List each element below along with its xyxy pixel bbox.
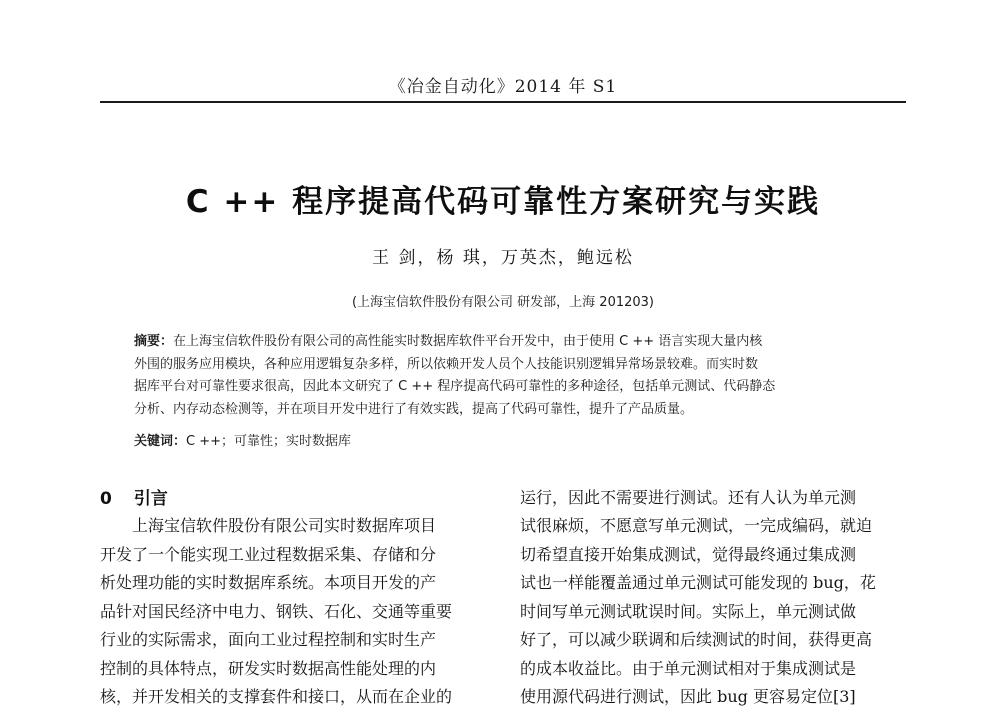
body-line: 试也一样能覆盖通过单元测试可能发现的 bug，花 [520,573,876,592]
section-number: 0 [100,489,112,509]
header-rule [100,101,906,103]
body-line: 切希望直接开始集成测试，觉得最终通过集成测 [520,545,857,564]
abstract-line: 据库平台对可靠性要求很高，因此本文研究了 C ++ 程序提高代码可靠性的多种途径，包括单元测试、代码静态 [134,379,776,394]
affiliation: (上海宝信软件股份有限公司 研发部，上海 201203) [351,295,655,310]
body-line: 的成本收益比。由于单元测试相对于集成测试是 [520,659,857,678]
body-line: 好了，可以减少联调和后续测试的时间，获得更高 [520,630,873,649]
keywords-text: C ++；可靠性；实时数据库 [186,434,352,449]
body-line: 开发了一个能实现工业过程数据采集、存储和分 [100,545,437,564]
keywords-label: 关键词： [134,434,187,449]
paper-title: C ++ 程序提高代码可靠性方案研究与实践 [185,184,821,220]
body-line: 析处理功能的实时数据库系统。本项目开发的产 [100,573,437,592]
abstract-line: 在上海宝信软件股份有限公司的高性能实时数据库软件平台开发中，由于使用 C ++ 语言实现大量内核 [173,334,763,349]
body-line: 使用源代码进行测试，因此 bug 更容易定位[3] [520,687,856,706]
keywords [134,430,872,449]
body-line: 运行，因此不需要进行测试。还有人认为单元测 [520,488,857,507]
body-line: 时间写单元测试耽误时间。实际上，单元测试做 [520,602,857,621]
abstract-line: 外围的服务应用模块，各种应用逻辑复杂多样，所以依赖开发人员个人技能识别逻辑异常场景较难。而实时数 [134,356,759,372]
body-line: 行业的实际需求，面向工业过程控制和实时生产 [100,630,437,649]
authors: 王 剑，杨 琪，万英杰，鲍远松 [372,248,634,268]
journal-header: 《冶金自动化》2014 年 S1 [388,77,618,97]
body-line: 试很麻烦，不愿意写单元测试，一完成编码，就迫 [520,516,873,535]
body-line: 控制的具体特点，研发实时数据高性能处理的内 [100,659,437,678]
section-heading [100,484,168,509]
section-title: 引言 [133,489,168,509]
abstract [134,331,872,421]
body-line: 上海宝信软件股份有限公司实时数据库项目 [132,516,437,535]
body-line: 核，并开发相关的支撑套件和接口，从而在企业的 [100,687,453,706]
body-line: 品针对国民经济中电力、钢铁、石化、交通等重要 [100,602,453,621]
abstract-label: 摘要： [134,334,174,349]
abstract-line: 分析、内存动态检测等，并在项目开发中进行了有效实践，提高了代码可靠性，提升了产品质量。 [134,401,694,417]
